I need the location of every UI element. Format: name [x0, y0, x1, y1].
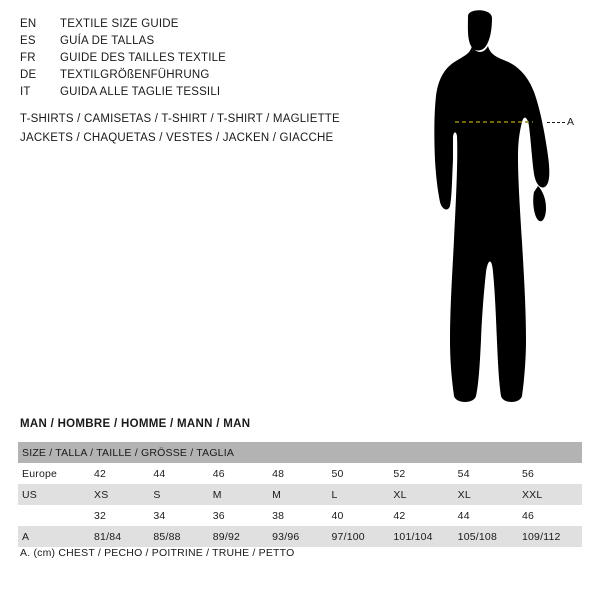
table-cell: XXL — [518, 484, 582, 505]
row-label — [18, 505, 90, 526]
language-row — [20, 84, 400, 101]
table-cell: 44 — [454, 505, 518, 526]
table-cell: 93/96 — [268, 526, 327, 547]
table-cell: 101/104 — [389, 526, 453, 547]
table-cell: 54 — [454, 463, 518, 484]
table-title: MAN / HOMBRE / HOMME / MANN / MAN — [20, 418, 251, 430]
measure-leader-line — [547, 122, 565, 124]
language-code: FR — [20, 52, 36, 64]
table-cell: 38 — [268, 505, 327, 526]
table-cell: 52 — [389, 463, 453, 484]
table-header-row — [18, 442, 582, 463]
table-cell: 42 — [389, 505, 453, 526]
language-code: EN — [20, 18, 37, 30]
language-row — [20, 67, 400, 84]
language-row — [20, 50, 400, 67]
language-title: TEXTILGRÖßENFÜHRUNG — [60, 69, 210, 81]
language-list — [20, 16, 400, 101]
table-row — [18, 484, 582, 505]
footnote: A. (cm) CHEST / PECHO / POITRINE / TRUHE / PETTO — [20, 547, 295, 559]
language-title: TEXTILE SIZE GUIDE — [60, 18, 179, 30]
table-cell: 89/92 — [209, 526, 268, 547]
garment-categories — [20, 110, 420, 148]
table-cell: 34 — [149, 505, 208, 526]
table-header-label: SIZE / TALLA / TAILLE / GRÖSSE / TAGLIA — [18, 442, 582, 463]
table-cell: 109/112 — [518, 526, 582, 547]
table-cell: 46 — [209, 463, 268, 484]
table-cell: 50 — [328, 463, 390, 484]
table-cell: 56 — [518, 463, 582, 484]
table-cell: S — [149, 484, 208, 505]
table-cell: 46 — [518, 505, 582, 526]
language-code: ES — [20, 35, 36, 47]
table-cell: 105/108 — [454, 526, 518, 547]
table-row — [18, 463, 582, 484]
table-cell: 40 — [328, 505, 390, 526]
category-jackets: JACKETS / CHAQUETAS / VESTES / JACKEN / GIACCHE — [20, 132, 334, 144]
row-label: Europe — [18, 463, 90, 484]
language-title: GUÍA DE TALLAS — [60, 35, 155, 47]
language-title: GUIDA ALLE TAGLIE TESSILI — [60, 86, 221, 98]
table-cell: 81/84 — [90, 526, 149, 547]
language-code: DE — [20, 69, 37, 81]
silhouette-icon — [400, 10, 600, 410]
table-cell: 97/100 — [328, 526, 390, 547]
table-cell: XS — [90, 484, 149, 505]
row-label: US — [18, 484, 90, 505]
language-code: IT — [20, 86, 31, 98]
language-row — [20, 33, 400, 50]
table-row — [18, 526, 582, 547]
table-cell: 48 — [268, 463, 327, 484]
table-cell: 44 — [149, 463, 208, 484]
language-title: GUIDE DES TAILLES TEXTILE — [60, 52, 227, 64]
table-cell: XL — [454, 484, 518, 505]
size-table — [18, 442, 582, 547]
table-cell: 42 — [90, 463, 149, 484]
table-row — [18, 505, 582, 526]
table-cell: 32 — [90, 505, 149, 526]
table-cell: 85/88 — [149, 526, 208, 547]
row-label: A — [18, 526, 90, 547]
table-cell: XL — [389, 484, 453, 505]
language-row — [20, 16, 400, 33]
category-tshirts: T-SHIRTS / CAMISETAS / T-SHIRT / T-SHIRT / MAGLIETTE — [20, 113, 340, 125]
table-cell: M — [268, 484, 327, 505]
table-cell: 36 — [209, 505, 268, 526]
male-silhouette-figure — [400, 10, 600, 410]
table-cell: M — [209, 484, 268, 505]
measure-label-a: A — [567, 116, 575, 128]
table-cell: L — [328, 484, 390, 505]
